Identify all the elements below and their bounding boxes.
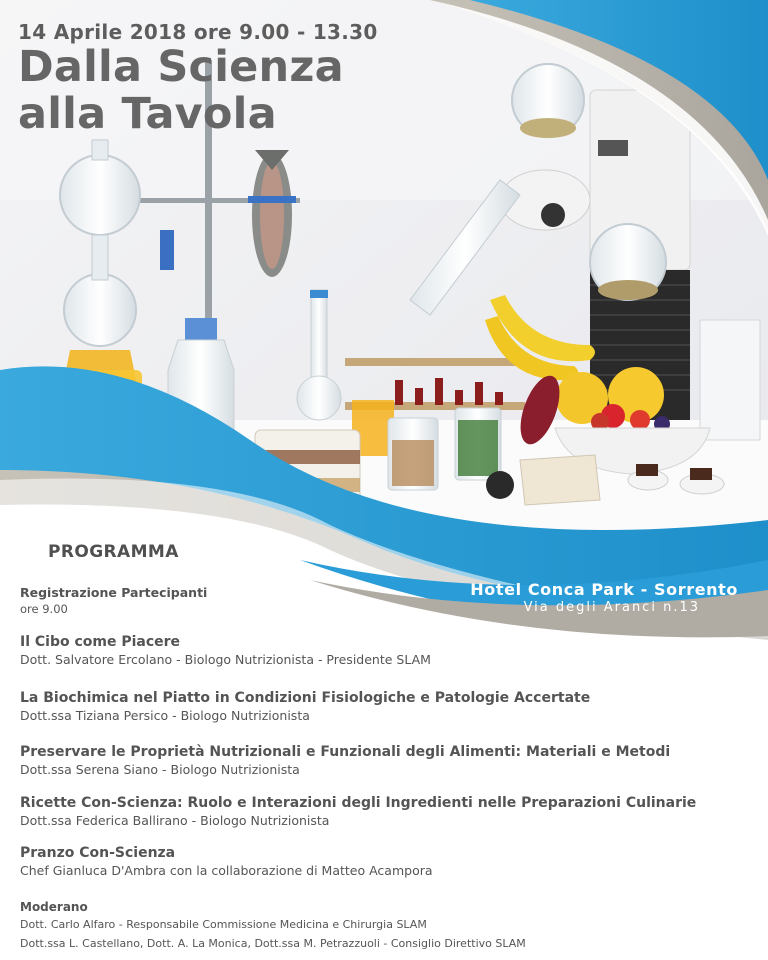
program-item-speaker: Dott.ssa Serena Siano - Biologo Nutrizionista (20, 762, 300, 777)
registration-block (20, 584, 750, 618)
program-item-speaker: Chef Gianluca D'Ambra con la collaborazione di Matteo Acampora (20, 863, 433, 878)
program-item-4 (20, 794, 750, 830)
program-item-title: Pranzo Con-Scienza (20, 845, 176, 861)
title-line-1: Dalla Scienza (18, 42, 344, 92)
event-date: 14 Aprile 2018 ore 9.00 - 13.30 (18, 20, 378, 44)
program-item-title: Ricette Con-Scienza: Ruolo e Interazioni degli Ingredienti nelle Preparazioni Culinarie (20, 795, 697, 811)
moderator-line: Dott. Carlo Alfaro - Responsabile Commissione Medicina e Chirurgia SLAM (20, 918, 427, 931)
venue-name: Hotel Conca Park - Sorrento (470, 580, 738, 599)
moderator-line: Dott.ssa L. Castellano, Dott. A. La Monica, Dott.ssa M. Petrazzuoli - Consiglio Direttivo SLAM (20, 937, 526, 950)
program-item-2 (20, 689, 750, 725)
programma-heading: PROGRAMMA (48, 542, 179, 562)
venue-address: Via degli Aranci n.13 (523, 600, 700, 615)
program-item-title: Preservare le Proprietà Nutrizionali e Funzionali degli Alimenti: Materiali e Metodi (20, 744, 671, 760)
moderators-block (20, 899, 750, 953)
moderators-title: Moderano (20, 900, 88, 914)
program-item-speaker: Dott.ssa Federica Ballirano - Biologo Nutrizionista (20, 813, 330, 828)
program-item-5 (20, 844, 750, 880)
program-item-1 (20, 633, 750, 669)
program-item-title: La Biochimica nel Piatto in Condizioni Fisiologiche e Patologie Accertate (20, 690, 591, 706)
program-item-speaker: Dott. Salvatore Ercolano - Biologo Nutrizionista - Presidente SLAM (20, 652, 431, 667)
program-item-title: Il Cibo come Piacere (20, 634, 181, 650)
program-item-speaker: Dott.ssa Tiziana Persico - Biologo Nutrizionista (20, 708, 310, 723)
title-line-2: alla Tavola (18, 89, 277, 139)
registration-title: Registrazione Partecipanti (20, 585, 208, 600)
registration-time: ore 9.00 (20, 602, 68, 616)
event-title (18, 44, 344, 138)
program-item-3 (20, 743, 750, 779)
